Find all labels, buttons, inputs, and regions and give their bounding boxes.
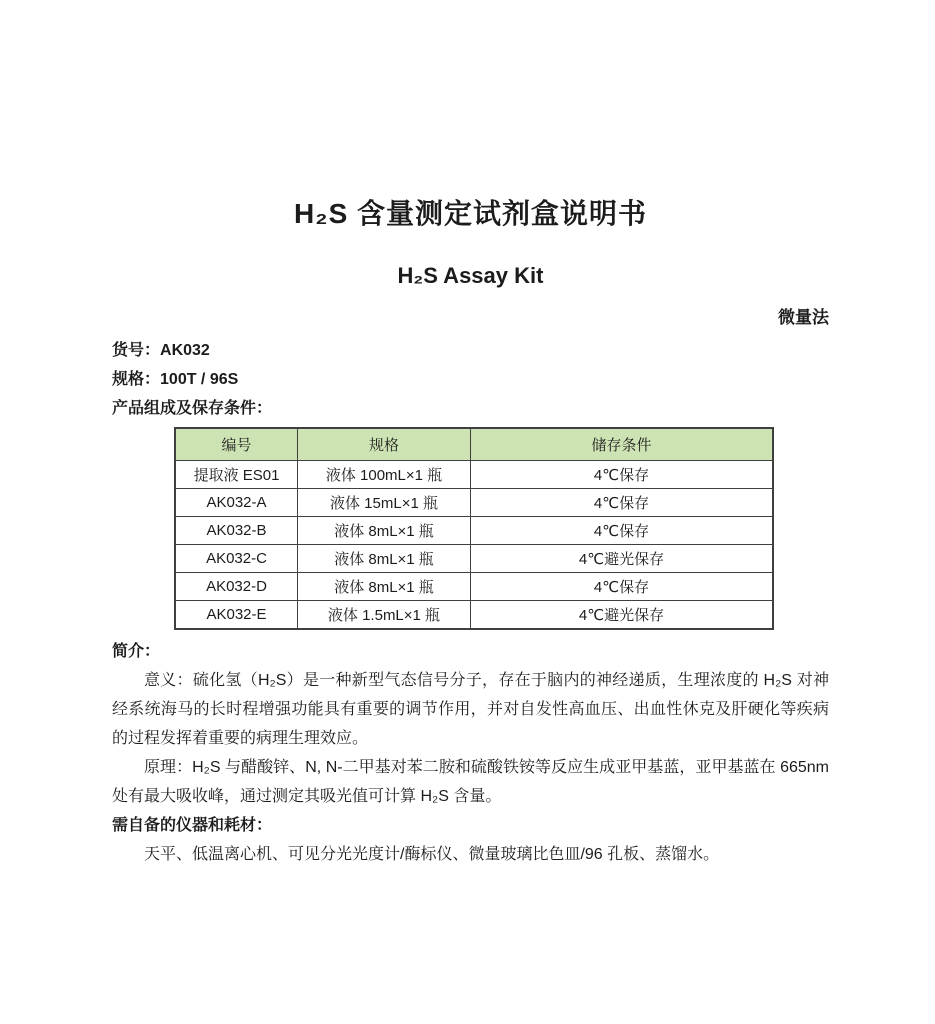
equipment-body: 天平、低温离心机、可见分光光度计/酶标仪、微量玻璃比色皿/96 孔板、蒸馏水。 [144,846,720,863]
catalog-line [112,336,829,365]
table-row [175,573,773,601]
column-header-spec: 规格 [298,428,471,461]
intro-section [112,637,829,811]
intro-meaning-paragraph: 意义：硫化氢（H₂S）是一种新型气态信号分子，存在于脑内的神经递质，生理浓度的 H₂S 对神经系统海马的长时程增强功能具有重要的调节作用，并对自发性高血压、出血性休克及肝硬化等疾病的过程发挥着重要的病理生理效应。 [112,672,829,747]
equipment-heading: 需自备的仪器和耗材： [112,817,273,834]
cell-code: AK032-C [175,545,298,573]
cell-storage: 4℃避光保存 [471,601,774,630]
cell-storage: 4℃保存 [471,517,774,545]
cell-spec: 液体 8mL×1 瓶 [298,573,471,601]
cell-spec: 液体 1.5mL×1 瓶 [298,601,471,630]
intro-principle-paragraph: 原理：H₂S 与醋酸锌、N, N-二甲基对苯二胺和硫酸铁铵等反应生成亚甲基蓝，亚甲基蓝在 665nm 处有最大吸收峰，通过测定其吸光值可计算 H₂S 含量。 [112,759,829,805]
spec-line [112,365,829,394]
cell-storage: 4℃避光保存 [471,545,774,573]
components-table [174,427,774,630]
cell-spec: 液体 8mL×1 瓶 [298,545,471,573]
table-row [175,601,773,630]
cell-spec: 液体 15mL×1 瓶 [298,489,471,517]
cell-code: AK032-E [175,601,298,630]
intro-heading: 简介： [112,643,161,660]
table-row [175,461,773,489]
cell-code: 提取液 ES01 [175,461,298,489]
column-header-code: 编号 [175,428,298,461]
kit-info [112,336,829,423]
cell-storage: 4℃保存 [471,461,774,489]
table-header-row [175,428,773,461]
cell-code: AK032-A [175,489,298,517]
page-subtitle: H₂S Assay Kit [397,263,544,288]
table-row [175,517,773,545]
table-row [175,545,773,573]
column-header-storage: 储存条件 [471,428,774,461]
components-heading: 产品组成及保存条件： [112,400,273,417]
spec-value: 100T / 96S [160,371,239,388]
catalog-label: 货号： [112,342,161,359]
cell-storage: 4℃保存 [471,573,774,601]
page-title: H₂S 含量测定试剂盒说明书 [293,198,648,229]
equipment-section [112,811,829,869]
table-row [175,489,773,517]
method-label: 微量法 [778,308,829,327]
catalog-value: AK032 [160,342,210,359]
cell-spec: 液体 100mL×1 瓶 [298,461,471,489]
cell-code: AK032-B [175,517,298,545]
cell-spec: 液体 8mL×1 瓶 [298,517,471,545]
cell-storage: 4℃保存 [471,489,774,517]
cell-code: AK032-D [175,573,298,601]
spec-label: 规格： [112,371,161,388]
